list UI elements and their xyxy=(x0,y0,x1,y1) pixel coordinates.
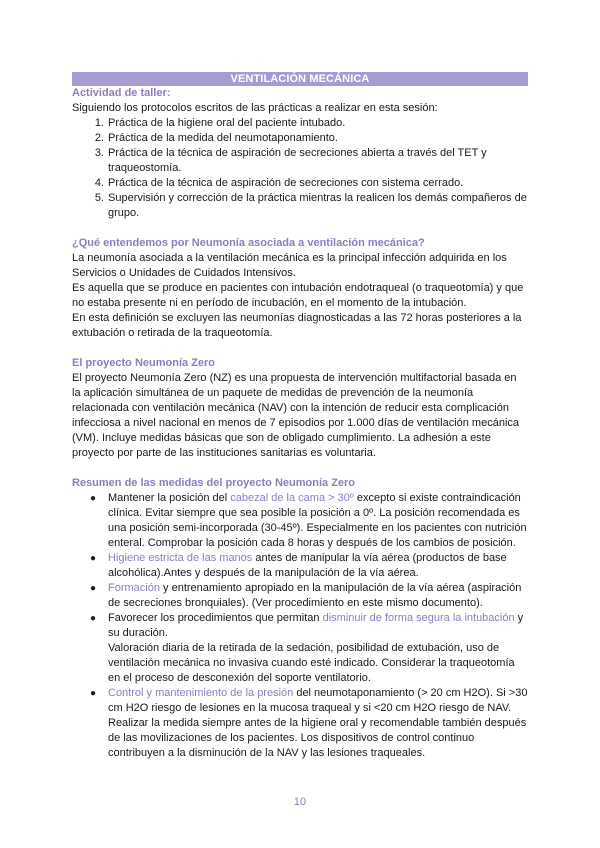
list-item xyxy=(72,146,528,176)
list-item xyxy=(72,686,528,761)
summary-heading: Resumen de las medidas del proyecto Neumonía Zero xyxy=(72,477,356,489)
list-text: Práctica de la medida del neumotaponamiento. xyxy=(108,132,338,144)
list-number: 3. xyxy=(94,147,104,159)
list-number: 4. xyxy=(94,177,104,189)
page-content xyxy=(72,72,528,761)
list-item xyxy=(72,131,528,146)
bullet-text: Mantener la posición del xyxy=(108,492,231,504)
list-item xyxy=(72,491,528,551)
project-heading: El proyecto Neumonía Zero xyxy=(72,357,216,369)
section-banner: VENTILACIÓN MECÁNICA xyxy=(72,72,528,86)
list-text: Práctica de la higiene oral del paciente intubado. xyxy=(108,117,346,129)
list-text: Práctica de la técnica de aspiración de secreciones con sistema cerrado. xyxy=(108,177,464,189)
page-number: 10 xyxy=(293,796,307,808)
bullet-text: y entrenamiento apropiado en la manipulación de la vía aérea (aspiración de secreciones bronquiales). (Ver procedimiento en este mismo documento). xyxy=(108,582,522,609)
bullet-text: del neumotaponamiento (> 20 cm H2O). Si >30 cm H2O riesgo de lesiones en la mucosa traqueal y si <20 cm H2O riesgo de NAV. Realizar la medida siempre antes de la higiene oral y recomendable también después de las movilizaciones de los pacientes. Los dispositivos de control continuo contribuyen a la disminución de la NAV y las lesiones traqueales. xyxy=(108,687,528,759)
nav-paragraph-1: La neumonía asociada a la ventilación mecánica es la principal infección adquirida en los Servicios o Unidades de Cuidados Intensivos. xyxy=(72,252,507,279)
nav-paragraph-3: En esta definición se excluyen las neumonías diagnosticadas a las 72 horas posteriores a la extubación o retirada de la traqueotomía. xyxy=(72,312,522,339)
list-item xyxy=(72,551,528,581)
list-number: 5. xyxy=(94,192,104,204)
activity-list xyxy=(72,116,528,221)
project-body: El proyecto Neumonía Zero (NZ) es una propuesta de intervención multifactorial basada en la aplicación simultánea de un paquete de medidas de prevención de la neumonía relacionada con ventilación mecánica (NAV) con la intención de reducir esta complicación infecciosa a nivel nacional en menos de 7 episodios por 1.000 días de ventilación mecánica (VM). Incluye medidas básicas que son de obligado cumplimiento. La adhesión a este proyecto por parte de las instituciones sanitarias es voluntaria. xyxy=(72,372,520,459)
highlight-text: Higiene estricta de las manos xyxy=(108,552,253,564)
list-number: 2. xyxy=(94,132,104,144)
summary-list xyxy=(72,491,528,761)
bullet-text: Favorecer los procedimientos que permitan xyxy=(108,612,323,624)
highlight-text: cabezal de la cama > 30º xyxy=(230,492,354,504)
bullet-text: excepto si existe contraindicación clínica. Evitar siempre que sea posible la posición a 0º. La posición recomendada es una posición semi-incorporada (30-45º). Especialmente en los pacientes con nutrición enteral. Comprobar la posición cada 8 horas y después de los cambios de posición. xyxy=(108,492,527,549)
list-text: Supervisión y corrección de la práctica mientras la realicen los demás compañeros de grupo. xyxy=(108,192,527,219)
highlight-text: disminuir de forma segura la intubación xyxy=(322,612,515,624)
list-text: Práctica de la técnica de aspiración de secreciones abierta a través del TET y traqueostomía. xyxy=(108,147,487,174)
list-number: 1. xyxy=(94,117,104,129)
bullet-text: y su duración. xyxy=(108,612,524,639)
bullet-icon: ● xyxy=(90,553,97,564)
list-item xyxy=(72,611,528,686)
bullet-icon: ● xyxy=(90,613,97,624)
list-item xyxy=(72,176,528,191)
bullet-icon: ● xyxy=(90,583,97,594)
bullet-text: antes de manipular la vía aérea (productos de base alcohólica).Antes y después de la manipulación de la vía aérea. xyxy=(108,552,507,579)
bullet-extra-text: Valoración diaria de la retirada de la sedación, posibilidad de extubación, uso de ventilación mecánica no invasiva cuando esté indicado. Considerar la traqueotomía en el proceso de desconexión del soporte ventilatorio. xyxy=(108,642,515,684)
activity-intro: Siguiendo los protocolos escritos de las prácticas a realizar en esta sesión: xyxy=(72,102,438,114)
highlight-text: Formación xyxy=(108,582,160,594)
list-item xyxy=(72,191,528,221)
bullet-icon: ● xyxy=(90,688,97,699)
nav-paragraph-2: Es aquella que se produce en pacientes con intubación endotraqueal (o traqueotomía) y que no estaba presente ni en período de incubación, en el momento de la intubación. xyxy=(72,282,524,309)
bullet-icon: ● xyxy=(90,493,97,504)
list-item xyxy=(72,116,528,131)
highlight-text: Control y mantenimiento de la presión xyxy=(108,687,294,699)
activity-heading: Actividad de taller: xyxy=(72,87,171,99)
list-item xyxy=(72,581,528,611)
nav-heading: ¿Qué entendemos por Neumonía asociada a ventilación mecánica? xyxy=(72,237,425,249)
